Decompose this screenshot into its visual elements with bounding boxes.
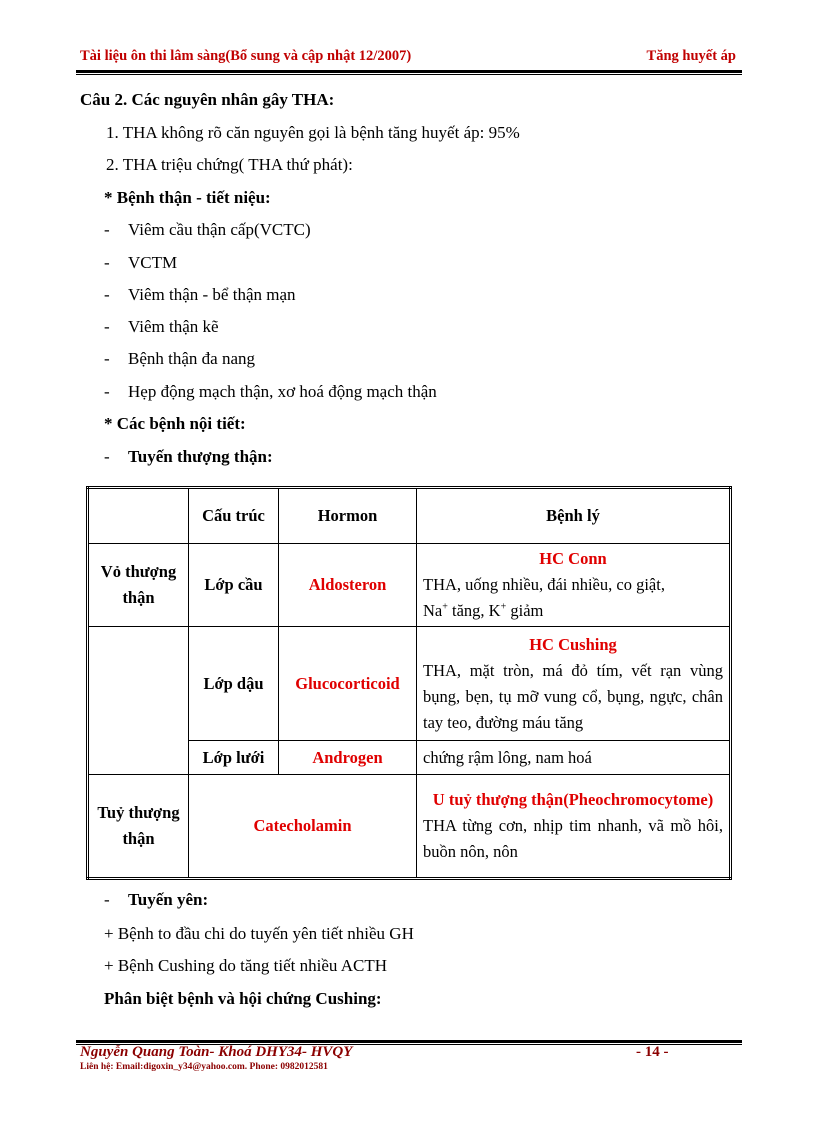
question-title: Câu 2. Các nguyên nhân gây THA: [80, 90, 335, 109]
table-row [88, 775, 731, 879]
footer-contact: Liên hệ: Email:digoxin_y34@yahoo.com. Phone: 0982012581 [80, 1062, 328, 1072]
cortex-label: Vỏ thượng thận [88, 544, 189, 627]
list-item: Bệnh thận đa nang [128, 349, 255, 368]
distinguish-heading: Phân biệt bệnh và hội chứng Cushing: [104, 989, 382, 1008]
list-item: 2. THA triệu chứng( THA thứ phát): [106, 155, 353, 174]
hormone-cell: Androgen [279, 741, 417, 775]
table-header-cell: Bệnh lý [417, 488, 731, 544]
adrenal-heading: Tuyến thượng thận: [128, 447, 273, 466]
table-header-cell: Hormon [279, 488, 417, 544]
dash: - [104, 382, 110, 401]
dash: - [104, 220, 110, 239]
footer-rule [76, 1040, 742, 1043]
header-title: Tài liệu ôn thi lâm sàng(Bổ sung và cập nhật 12/2007) [80, 48, 412, 64]
disease-title: HC Cushing [529, 634, 617, 654]
disease-text: THA, mặt tròn, má đỏ tím, vết rạn vùng bụng, bẹn, tụ mỡ vung cổ, bụng, ngực, chân tay teo, đường máu tăng [423, 660, 723, 732]
adrenal-table [86, 486, 732, 880]
table-row [88, 544, 731, 627]
header-topic: Tăng huyết áp [646, 48, 736, 64]
hormone-cell: Aldosteron [279, 544, 417, 627]
disease-cell [417, 627, 731, 741]
table-header-row [88, 488, 731, 544]
table-header-cell: Cấu trúc [189, 488, 279, 544]
list-item: + Bệnh Cushing do tăng tiết nhiều ACTH [104, 956, 387, 975]
disease-cell [417, 775, 731, 879]
disease-text: THA, uống nhiều, đái nhiều, co giật, [423, 575, 665, 594]
list-item: Hẹp động mạch thận, xơ hoá động mạch thận [128, 382, 437, 401]
list-item: 1. THA không rõ căn nguyên gọi là bệnh tăng huyết áp: 95% [106, 123, 520, 142]
dash: - [104, 349, 110, 368]
list-item: Viêm thận kẽ [128, 317, 219, 336]
dash: - [104, 253, 110, 272]
pituitary-heading: Tuyến yên: [128, 890, 209, 909]
disease-title: HC Conn [539, 549, 607, 568]
layer-cell: Lớp dậu [189, 627, 279, 741]
table-row [88, 627, 731, 741]
dash: - [104, 447, 110, 466]
list-item: Viêm cầu thận cấp(VCTC) [128, 220, 311, 239]
hormone-cell: Glucocorticoid [279, 627, 417, 741]
dash: - [104, 317, 110, 336]
disease-title: U tuỷ thượng thận(Pheochromocytome) [432, 790, 714, 809]
dash: - [104, 890, 110, 909]
disease-cell: chứng rậm lông, nam hoá [417, 741, 731, 775]
layer-cell: Lớp lưới [189, 741, 279, 775]
page-header [80, 48, 736, 68]
disease-text-electrolytes: Na+ tăng, K+ giảm [423, 601, 544, 620]
medulla-label: Tuỷ thượng thận [88, 775, 189, 879]
empty-cell [88, 627, 189, 775]
header-rule-thin [76, 74, 742, 75]
header-rule [76, 70, 742, 73]
dash: - [104, 285, 110, 304]
list-item: VCTM [128, 253, 178, 272]
list-item: + Bệnh to đầu chi do tuyến yên tiết nhiều GH [104, 924, 414, 943]
hormone-cell: Catecholamin [189, 775, 417, 879]
table-header-cell [88, 488, 189, 544]
layer-cell: Lớp cầu [189, 544, 279, 627]
list-item: Viêm thận - bể thận mạn [128, 285, 296, 304]
disease-text: THA từng cơn, nhịp tim nhanh, vã mồ hôi, buồn nôn, nôn [423, 816, 723, 861]
disease-cell [417, 544, 731, 627]
page-number: - 14 - [636, 1044, 669, 1060]
endocrine-heading: * Các bệnh nội tiết: [104, 414, 246, 433]
footer-author: Nguyễn Quang Toàn- Khoá DHY34- HVQY [80, 1044, 353, 1060]
kidney-heading: * Bệnh thận - tiết niệu: [104, 188, 271, 207]
